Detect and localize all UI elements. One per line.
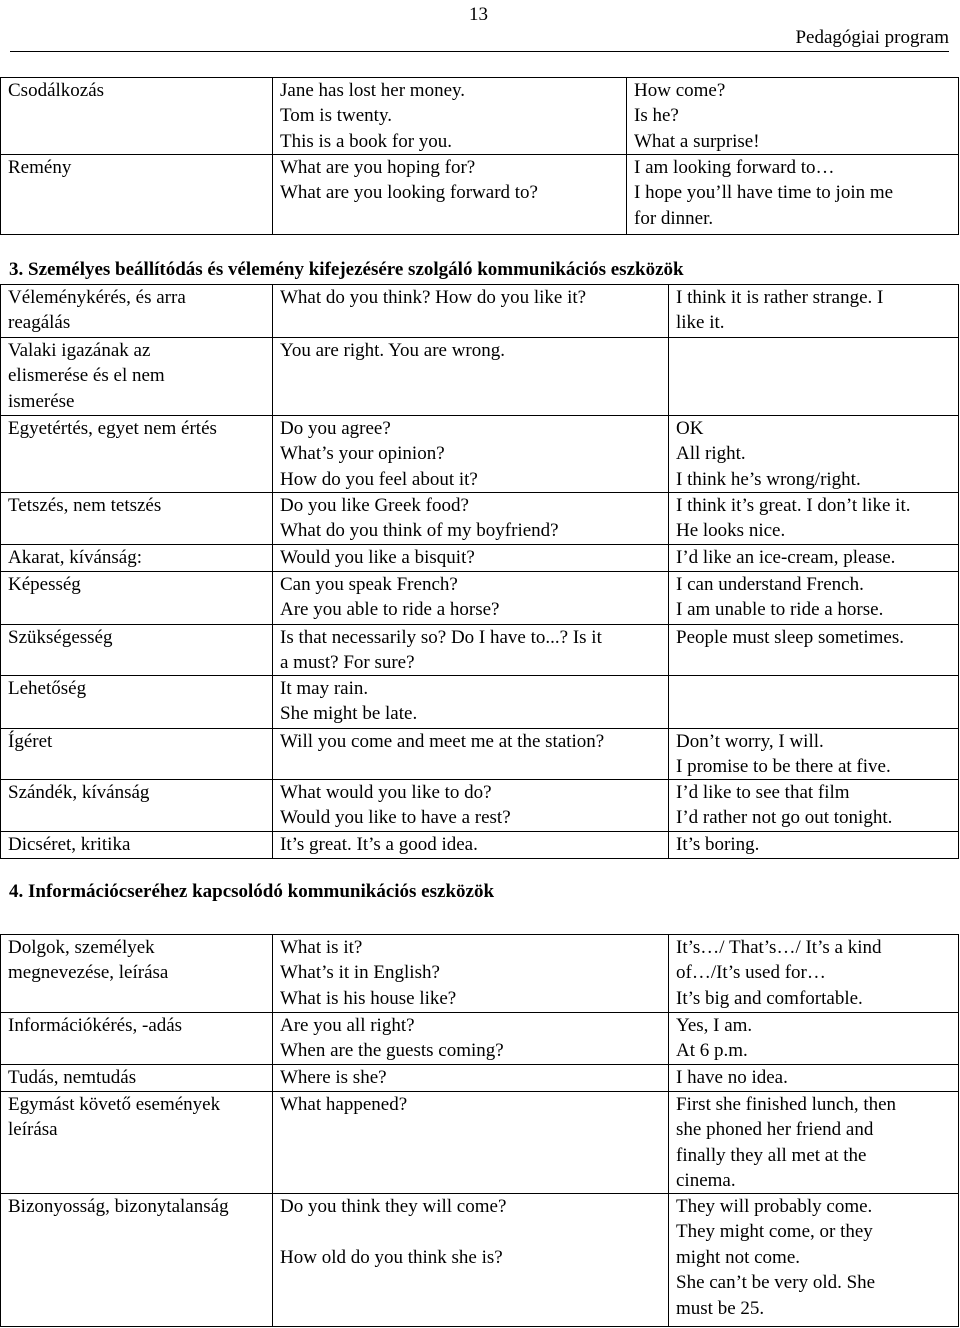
table-rule — [0, 234, 959, 235]
table-rule — [0, 1091, 959, 1092]
answer-cell — [668, 1012, 958, 1064]
table-row — [0, 492, 960, 544]
cell-text-line: leírása — [8, 1119, 58, 1141]
cell-text-line: Is that necessarily so? Do I have to...? Is it — [280, 627, 602, 648]
row-label-cell — [0, 675, 272, 728]
question-cell — [272, 675, 668, 728]
cell-text-line: reagálás — [8, 312, 71, 334]
answer-cell — [668, 284, 958, 337]
table-row — [0, 571, 960, 624]
table-rule — [0, 1326, 959, 1327]
table-rule — [272, 284, 273, 859]
table-rule — [0, 728, 959, 729]
answer-cell — [668, 1193, 958, 1326]
cell-text-line: She might be late. — [280, 703, 418, 725]
cell-text-line: This is a book for you. — [280, 130, 453, 152]
answer-cell — [668, 831, 958, 858]
cell-text-line: What are you hoping for? — [280, 157, 476, 178]
question-cell — [272, 779, 668, 831]
cell-text-line: How do you feel about it? — [280, 468, 478, 490]
table-rule — [0, 77, 959, 78]
question-cell — [272, 492, 668, 544]
table-rule — [0, 544, 959, 545]
table-rule — [0, 779, 959, 780]
cell-text-line: Szükségesség — [8, 627, 113, 648]
cell-text-line: I think he’s wrong/right. — [676, 468, 861, 490]
cell-text-line: What is his house like? — [280, 987, 457, 1009]
cell-text-line: finally they all met at the — [676, 1144, 867, 1166]
table-row — [0, 779, 960, 831]
row-label-cell — [0, 728, 272, 779]
table-rule — [0, 1012, 959, 1013]
cell-text-line: What happened? — [280, 1094, 408, 1115]
cell-text-line: It’s…/ That’s…/ It’s a kind — [676, 937, 882, 958]
cell-text-line: All right. — [676, 443, 746, 465]
header-rule — [10, 51, 949, 52]
cell-text-line: I can understand French. — [676, 574, 864, 595]
cell-text-line: Are you all right? — [280, 1015, 415, 1036]
cell-text-line: Képesség — [8, 574, 81, 595]
row-label-cell — [0, 284, 272, 337]
cell-text-line: I’d like an ice-cream, please. — [676, 547, 896, 568]
row-label-cell — [0, 624, 272, 675]
table-rule — [0, 1193, 959, 1194]
cell-text-line: It’s boring. — [676, 834, 760, 855]
row-label-cell — [0, 1193, 272, 1326]
row-label-cell — [0, 831, 272, 858]
table-rule — [0, 154, 959, 155]
answer-cell — [668, 675, 958, 728]
cell-text-line: What is it? — [280, 937, 363, 958]
cell-text-line: of…/It’s used for… — [676, 962, 826, 984]
cell-text-line: He looks nice. — [676, 520, 786, 542]
section-4-heading: 4. Információcseréhez kapcsolódó kommunikációs eszközök — [9, 881, 495, 902]
cell-text-line: Információkérés, -adás — [8, 1015, 183, 1036]
question-cell — [272, 728, 668, 779]
table-row — [0, 675, 960, 728]
answer-cell — [668, 779, 958, 831]
cell-text-line: must be 25. — [676, 1297, 765, 1319]
cell-text-line: Do you like Greek food? — [280, 495, 469, 516]
cell-text-line: Don’t worry, I will. — [676, 731, 824, 752]
answer-cell — [668, 571, 958, 624]
page-header-title: Pedagógiai program — [795, 27, 949, 48]
cell-text-line: I’d rather not go out tonight. — [676, 807, 893, 829]
table-rule — [0, 831, 959, 832]
cell-text-line: What’s your opinion? — [280, 443, 445, 465]
table-row — [0, 624, 960, 675]
cell-text-line: OK — [676, 418, 704, 439]
question-cell — [272, 1064, 668, 1091]
cell-text-line: I think it is rather strange. I — [676, 287, 884, 308]
cell-text-line: cinema. — [676, 1170, 736, 1192]
cell-text-line: I hope you’ll have time to join me — [634, 182, 894, 204]
cell-text-line: Szándék, kívánság — [8, 782, 150, 803]
table-row — [0, 1012, 960, 1064]
table-rule — [0, 934, 1, 1327]
table-rule — [668, 934, 669, 1327]
cell-text-line: Egymást követő események — [8, 1094, 221, 1115]
cell-text-line: for dinner. — [634, 207, 714, 229]
question-cell — [272, 1193, 668, 1326]
question-cell — [272, 1012, 668, 1064]
question-cell — [272, 831, 668, 858]
cell-text-line: I have no idea. — [676, 1067, 788, 1088]
cell-text-line: Dicséret, kritika — [8, 834, 131, 855]
question-cell — [272, 154, 626, 234]
row-label-cell — [0, 1012, 272, 1064]
cell-text-line: I think it’s great. I don’t like it. — [676, 495, 911, 516]
cell-text-line: It’s great. It’s a good idea. — [280, 834, 478, 855]
table-rule — [0, 492, 959, 493]
table-row — [0, 934, 960, 1012]
table-rule — [0, 337, 959, 338]
table-row — [0, 1193, 960, 1326]
answer-cell — [668, 544, 958, 571]
cell-text-line: Jane has lost her money. — [280, 80, 466, 101]
table-row — [0, 337, 960, 415]
answer-cell — [668, 415, 958, 492]
table-information-exchange — [0, 934, 960, 1328]
question-cell — [272, 624, 668, 675]
cell-text-line: ismerése — [8, 390, 75, 412]
cell-text-line: Dolgok, személyek — [8, 937, 155, 958]
table-rule — [958, 934, 959, 1327]
cell-text-line: Tudás, nemtudás — [8, 1067, 137, 1088]
cell-text-line: I’d like to see that film — [676, 782, 850, 803]
cell-text-line: What do you think of my boyfriend? — [280, 520, 559, 542]
cell-text-line: It’s big and comfortable. — [676, 987, 863, 1009]
cell-text-line: elismerése és el nem — [8, 365, 165, 387]
row-label-cell — [0, 934, 272, 1012]
row-label-cell — [0, 571, 272, 624]
cell-text-line: Do you agree? — [280, 418, 391, 439]
row-label-cell — [0, 154, 272, 234]
cell-text-line: I promise to be there at five. — [676, 756, 891, 778]
table-rule — [626, 77, 627, 235]
cell-text-line: Véleménykérés, és arra — [8, 287, 186, 308]
cell-text-line: I am unable to ride a horse. — [676, 599, 884, 621]
cell-text-line: might not come. — [676, 1246, 801, 1268]
cell-text-line: Are you able to ride a horse? — [280, 599, 500, 621]
cell-text-line: They might come, or they — [676, 1221, 873, 1243]
cell-text-line: When are the guests coming? — [280, 1040, 504, 1062]
cell-text-line: Valaki igazának az — [8, 340, 151, 361]
table-personal-attitudes — [0, 284, 960, 860]
cell-text-line: Tom is twenty. — [280, 105, 392, 127]
cell-text-line: Ígéret — [8, 731, 53, 752]
table-rule — [958, 77, 959, 235]
table-row — [0, 154, 960, 234]
table-rule — [0, 571, 959, 572]
cell-text-line: Remény — [8, 157, 72, 178]
question-cell — [272, 1091, 668, 1193]
cell-text-line: Do you think they will come? — [280, 1196, 507, 1217]
cell-text-line: Egyetértés, egyet nem értés — [8, 418, 217, 439]
row-label-cell — [0, 544, 272, 571]
table-rule — [0, 284, 959, 285]
cell-text-line: Where is she? — [280, 1067, 387, 1088]
answer-cell — [668, 1064, 958, 1091]
table-row — [0, 415, 960, 492]
table-rule — [272, 77, 273, 235]
cell-text-line: How come? — [634, 80, 726, 101]
table-row — [0, 728, 960, 779]
table-row — [0, 831, 960, 858]
cell-text-line: It may rain. — [280, 678, 369, 699]
cell-text-line: What do you think? How do you like it? — [280, 287, 587, 308]
cell-text-line: Can you speak French? — [280, 574, 458, 595]
cell-text-line: I am looking forward to… — [634, 157, 835, 178]
cell-text-line: Csodálkozás — [8, 80, 105, 101]
question-cell — [272, 284, 668, 337]
row-label-cell — [0, 77, 272, 154]
table-row — [0, 77, 960, 154]
cell-text-line: megnevezése, leírása — [8, 962, 169, 984]
cell-text-line: Akarat, kívánság: — [8, 547, 143, 568]
cell-text-line: Tetszés, nem tetszés — [8, 495, 162, 516]
cell-text-line: Lehetőség — [8, 678, 87, 699]
cell-text-line: like it. — [676, 312, 725, 334]
cell-text-line: a must? For sure? — [280, 652, 415, 674]
table-rule — [958, 284, 959, 859]
table-rule — [0, 934, 959, 935]
table-row — [0, 284, 960, 337]
cell-text-line: she phoned her friend and — [676, 1119, 874, 1141]
row-label-cell — [0, 337, 272, 415]
answer-cell — [668, 492, 958, 544]
question-cell — [272, 337, 668, 415]
cell-text-line: Would you like to have a rest? — [280, 807, 511, 829]
cell-text-line: People must sleep sometimes. — [676, 627, 904, 648]
section-3-heading: 3. Személyes beállítódás és vélemény kifejezésére szolgáló kommunikációs eszközök — [9, 259, 684, 280]
table-rule — [0, 284, 1, 859]
row-label-cell — [0, 415, 272, 492]
answer-cell — [668, 934, 958, 1012]
cell-text-line: What are you looking forward to? — [280, 182, 538, 204]
answer-cell — [626, 154, 958, 234]
question-cell — [272, 544, 668, 571]
cell-text-line: How old do you think she is? — [280, 1246, 503, 1268]
table-rule — [0, 624, 959, 625]
table-rule — [0, 1064, 959, 1065]
table-rule — [668, 284, 669, 859]
row-label-cell — [0, 779, 272, 831]
row-label-cell — [0, 1091, 272, 1193]
cell-text-line: Will you come and meet me at the station? — [280, 731, 605, 752]
cell-text-line: Is he? — [634, 105, 679, 127]
answer-cell — [668, 624, 958, 675]
cell-text-line: Yes, I am. — [676, 1015, 753, 1036]
table-rule — [0, 77, 1, 235]
table-row — [0, 1064, 960, 1091]
answer-cell — [626, 77, 958, 154]
cell-text-line: What a surprise! — [634, 130, 760, 152]
cell-text-line: What’s it in English? — [280, 962, 440, 984]
cell-text-line: They will probably come. — [676, 1196, 873, 1217]
table-rule — [0, 415, 959, 416]
page-number: 13 — [469, 4, 488, 25]
table-rule — [0, 858, 959, 859]
answer-cell — [668, 337, 958, 415]
answer-cell — [668, 1091, 958, 1193]
question-cell — [272, 415, 668, 492]
cell-text-line: What would you like to do? — [280, 782, 492, 803]
table-rule — [0, 675, 959, 676]
cell-text-line: She can’t be very old. She — [676, 1272, 876, 1294]
cell-text-line: Bizonyosság, bizonytalanság — [8, 1196, 229, 1217]
cell-text-line: At 6 p.m. — [676, 1040, 748, 1062]
cell-text-line — [280, 1219, 668, 1244]
answer-cell — [668, 728, 958, 779]
table-expressions-surprise-hope — [0, 77, 960, 236]
row-label-cell — [0, 492, 272, 544]
question-cell — [272, 77, 626, 154]
cell-text-line: You are right. You are wrong. — [280, 340, 506, 361]
table-row — [0, 544, 960, 571]
table-row — [0, 1091, 960, 1193]
table-rule — [272, 934, 273, 1327]
cell-text-line: First she finished lunch, then — [676, 1094, 897, 1115]
cell-text-line: Would you like a bisquit? — [280, 547, 475, 568]
question-cell — [272, 934, 668, 1012]
question-cell — [272, 571, 668, 624]
row-label-cell — [0, 1064, 272, 1091]
